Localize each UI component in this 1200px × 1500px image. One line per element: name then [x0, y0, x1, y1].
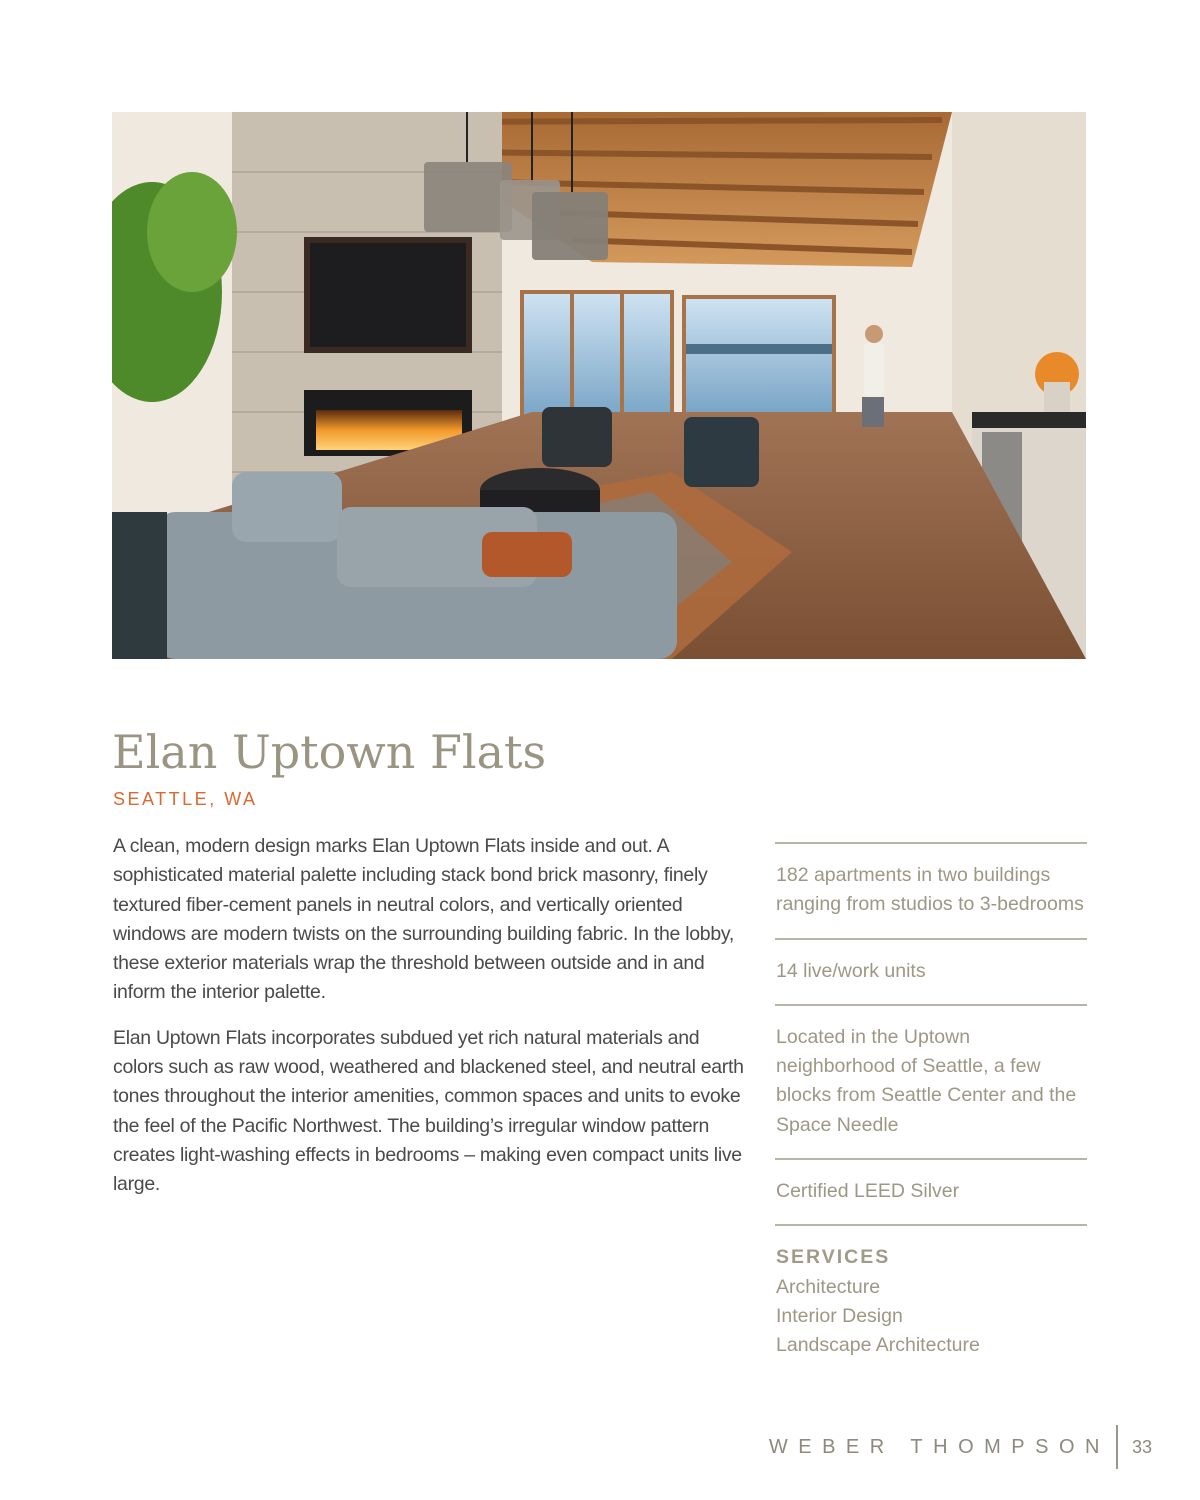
- fact-apartments: 182 apartments in two buildings ranging from studios to 3-bedrooms: [775, 842, 1087, 938]
- service-item: Architecture: [776, 1275, 881, 1298]
- project-location: SEATTLE, WA: [113, 789, 258, 809]
- page-number: 33: [1131, 1436, 1152, 1457]
- page-footer: [769, 1424, 1152, 1470]
- description-paragraph: A clean, modern design marks Elan Uptown Flats inside and out. A sophisticated material palette including stack bond brick masonry, finely textured fiber-cement panels in neutral colors, and vertically oriented windows are modern twists on the surrounding building fabric. In the lobby, these exterior materials wrap the threshold between outside and in and inform the interior palette.: [113, 835, 734, 1004]
- project-description: [113, 832, 753, 1216]
- footer-brand: WEBER THOMPSON: [768, 1435, 1110, 1458]
- fact-location: Located in the Uptown neighborhood of Seattle, a few blocks from Seattle Center and the Space Needle: [775, 1004, 1087, 1158]
- services-block: [775, 1224, 1087, 1360]
- description-paragraph: Elan Uptown Flats incorporates subdued yet rich natural materials and colors such as raw wood, weathered and blackened steel, and neutral earth tones throughout the interior amenities, common spaces and units to evoke the feel of the Pacific Northwest. The building’s irregular window pattern creates light-washing effects in bedrooms – making even compact units live large.: [113, 1026, 744, 1196]
- service-item: Interior Design: [776, 1304, 903, 1327]
- lounge-interior-photo: [112, 112, 1086, 659]
- project-title: Elan Uptown Flats: [112, 725, 547, 779]
- services-heading: SERVICES: [776, 1246, 891, 1269]
- service-item: Landscape Architecture: [776, 1334, 980, 1357]
- project-facts-sidebar: [775, 842, 1087, 1361]
- fact-live-work-units: 14 live/work units: [775, 938, 1087, 1004]
- footer-divider: [1116, 1425, 1118, 1469]
- fact-certification: Certified LEED Silver: [775, 1158, 1087, 1224]
